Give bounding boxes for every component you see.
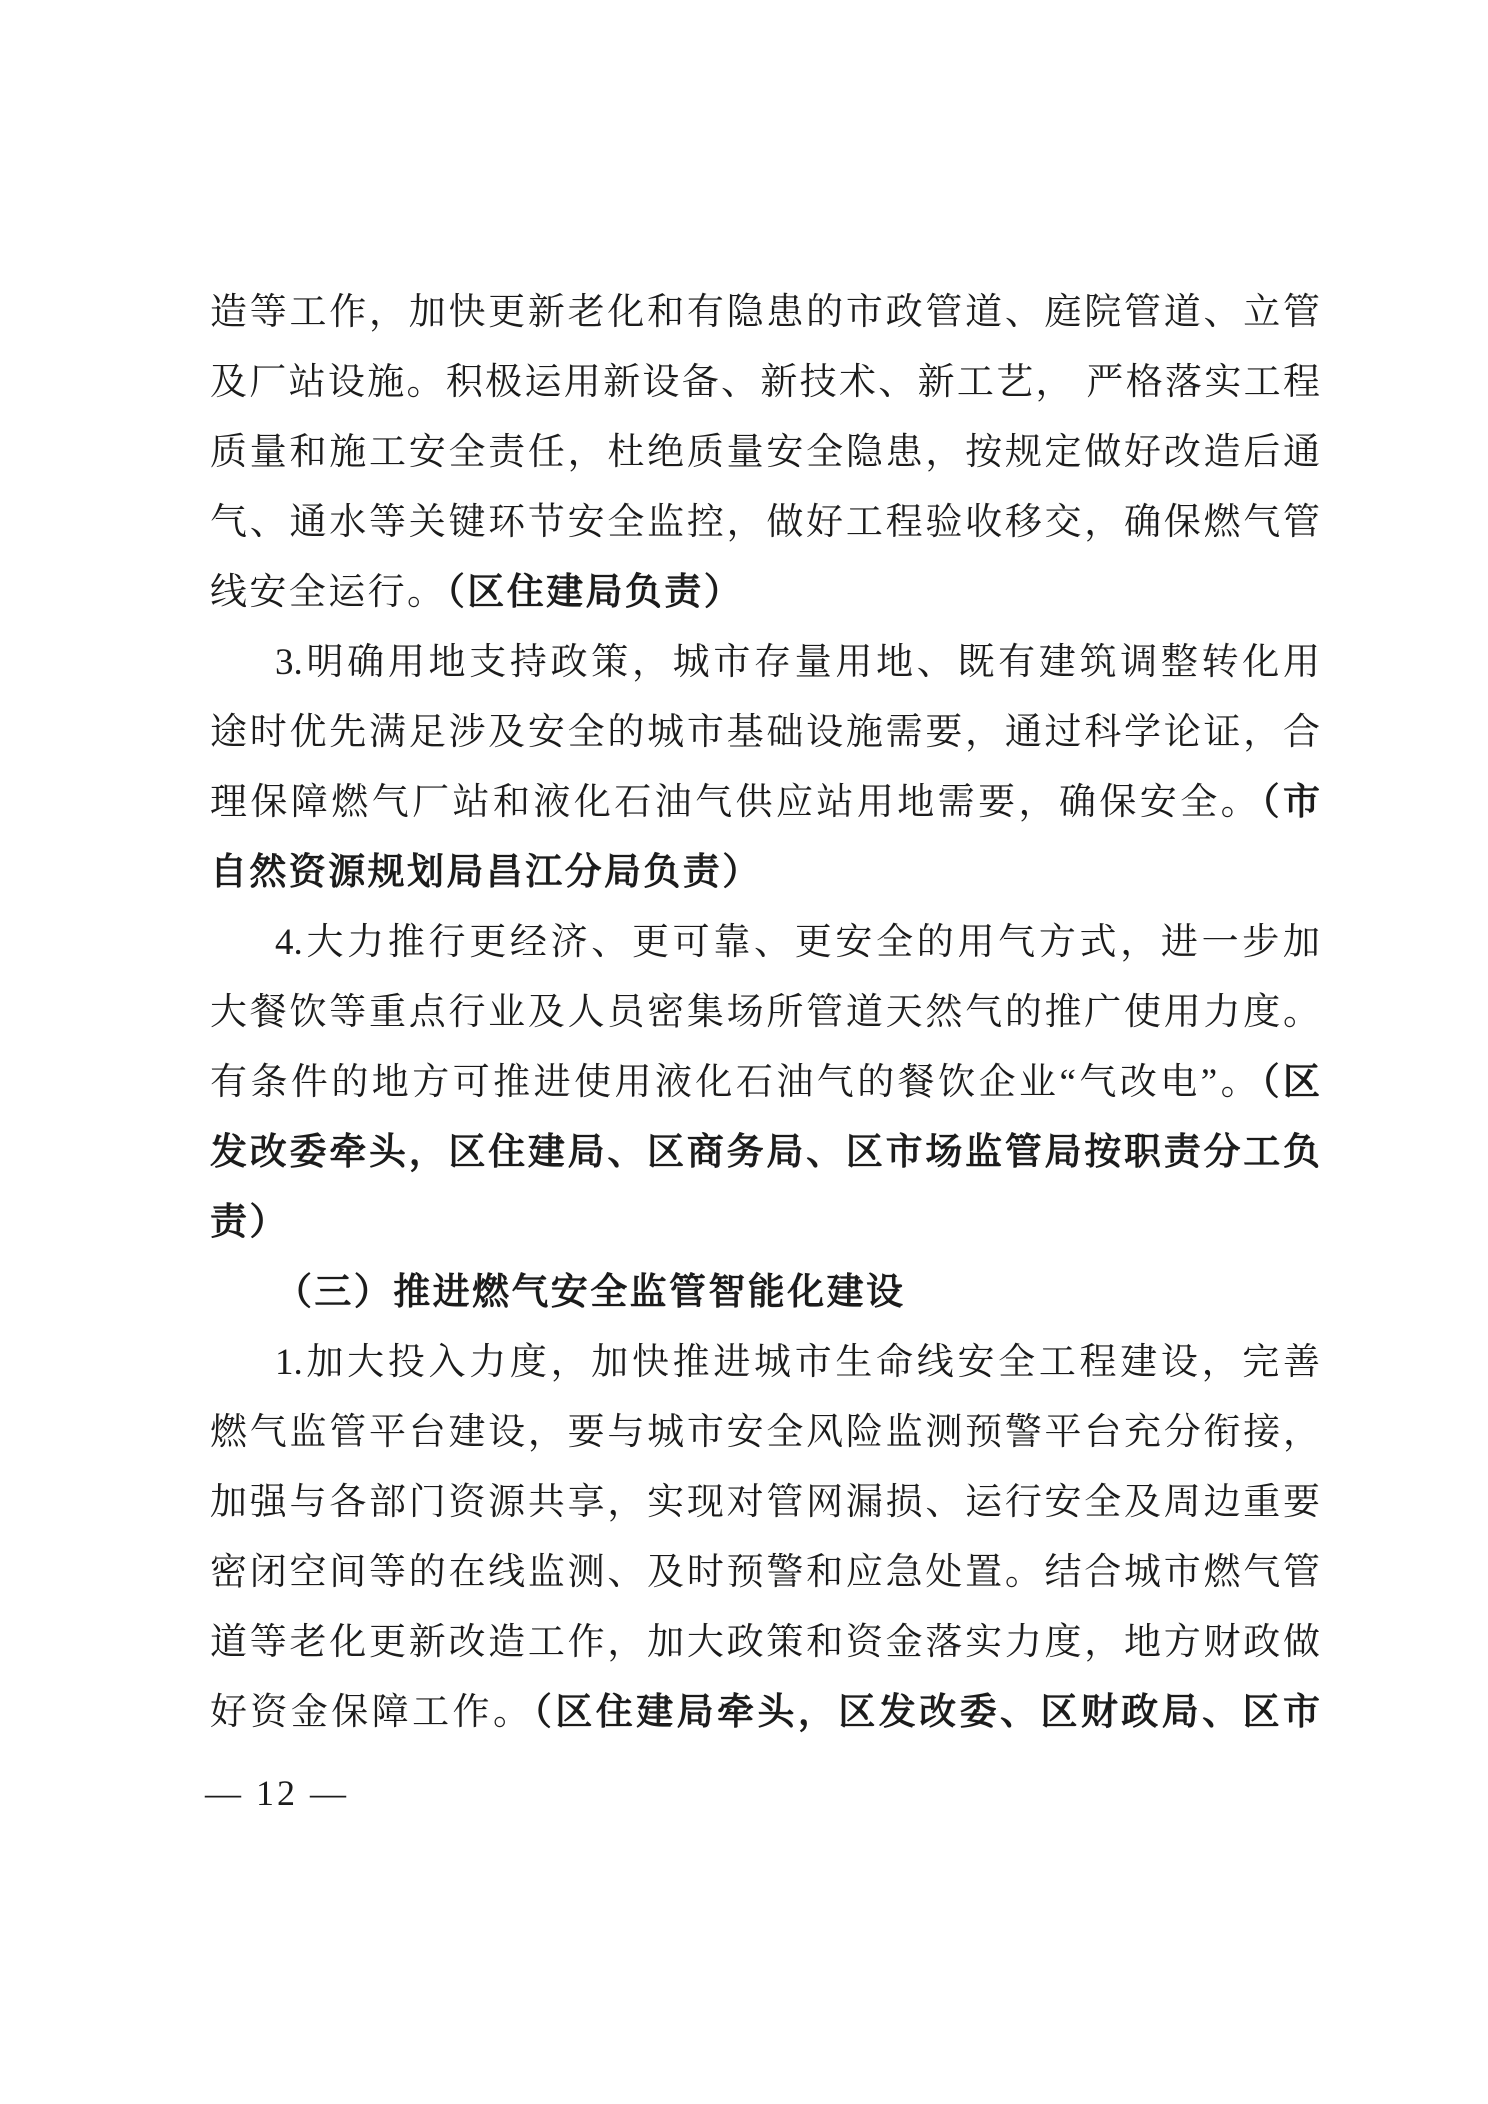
text-line bbox=[210, 1468, 1320, 1538]
text-line bbox=[210, 348, 1320, 418]
text-line bbox=[210, 768, 1320, 838]
body-text: 道等老化更新改造工作，加大政策和资金落实力度，地方财政做 bbox=[210, 1622, 1320, 1663]
emphasis-text: （市 bbox=[1261, 782, 1320, 823]
text-line bbox=[210, 698, 1320, 768]
body-text: 有条件的地方可推进使用液化石油气的餐饮企业“气改电”。 bbox=[210, 1062, 1262, 1103]
text-line bbox=[210, 1048, 1320, 1118]
text-line bbox=[210, 1258, 1320, 1328]
emphasis-text: （区 bbox=[1261, 1062, 1320, 1103]
page-number: — 12 — bbox=[205, 1773, 349, 1813]
body-text: 好资金保障工作。 bbox=[210, 1692, 534, 1733]
text-line bbox=[210, 488, 1320, 558]
emphasis-text: （区住建局负责） bbox=[446, 572, 744, 613]
text-line bbox=[210, 908, 1320, 978]
emphasis-text: 自然资源规划局昌江分局负责） bbox=[210, 852, 762, 893]
text-line bbox=[210, 838, 1320, 908]
text-line bbox=[210, 558, 1320, 628]
text-line bbox=[210, 978, 1320, 1048]
text-line bbox=[210, 418, 1320, 488]
body-text: 质量和施工安全责任，杜绝质量安全隐患，按规定做好改造后通 bbox=[210, 432, 1320, 473]
text-line bbox=[210, 1398, 1320, 1468]
emphasis-text: （区住建局牵头，区发改委、区财政局、区市 bbox=[533, 1692, 1320, 1733]
body-text: 1.加大投入力度，加快推进城市生命线安全工程建设，完善 bbox=[275, 1342, 1320, 1383]
body-text: 气、通水等关键环节安全监控，做好工程验收移交，确保燃气管 bbox=[210, 502, 1320, 543]
document-body bbox=[210, 278, 1320, 1748]
text-line bbox=[210, 1188, 1320, 1258]
body-text: 途时优先满足涉及安全的城市基础设施需要，通过科学论证，合 bbox=[210, 712, 1320, 753]
body-text: 加强与各部门资源共享，实现对管网漏损、运行安全及周边重要 bbox=[210, 1482, 1320, 1523]
text-line bbox=[210, 1118, 1320, 1188]
body-text: 造等工作，加快更新老化和有隐患的市政管道、庭院管道、立管 bbox=[210, 292, 1320, 333]
text-line bbox=[210, 278, 1320, 348]
body-text: 及厂站设施。积极运用新设备、新技术、新工艺， 严格落实工程 bbox=[210, 362, 1320, 403]
body-text: 大餐饮等重点行业及人员密集场所管道天然气的推广使用力度。 bbox=[210, 992, 1320, 1033]
body-text: 理保障燃气厂站和液化石油气供应站用地需要，确保安全。 bbox=[210, 782, 1262, 823]
text-line bbox=[210, 1608, 1320, 1678]
emphasis-text: 发改委牵头，区住建局、区商务局、区市场监管局按职责分工负 bbox=[210, 1132, 1320, 1173]
body-text: 3.明确用地支持政策，城市存量用地、既有建筑调整转化用 bbox=[275, 642, 1320, 683]
body-text: 线安全运行。 bbox=[210, 572, 447, 613]
emphasis-text: （三）推进燃气安全监管智能化建设 bbox=[275, 1272, 906, 1313]
text-line bbox=[210, 1678, 1320, 1748]
text-line bbox=[210, 628, 1320, 698]
body-text: 密闭空间等的在线监测、及时预警和应急处置。结合城市燃气管 bbox=[210, 1552, 1320, 1593]
text-line bbox=[210, 1538, 1320, 1608]
emphasis-text: 责） bbox=[210, 1202, 289, 1243]
text-line bbox=[210, 1328, 1320, 1398]
body-text: 4.大力推行更经济、更可靠、更安全的用气方式，进一步加 bbox=[275, 922, 1320, 963]
body-text: 燃气监管平台建设，要与城市安全风险监测预警平台充分衔接， bbox=[210, 1412, 1320, 1453]
